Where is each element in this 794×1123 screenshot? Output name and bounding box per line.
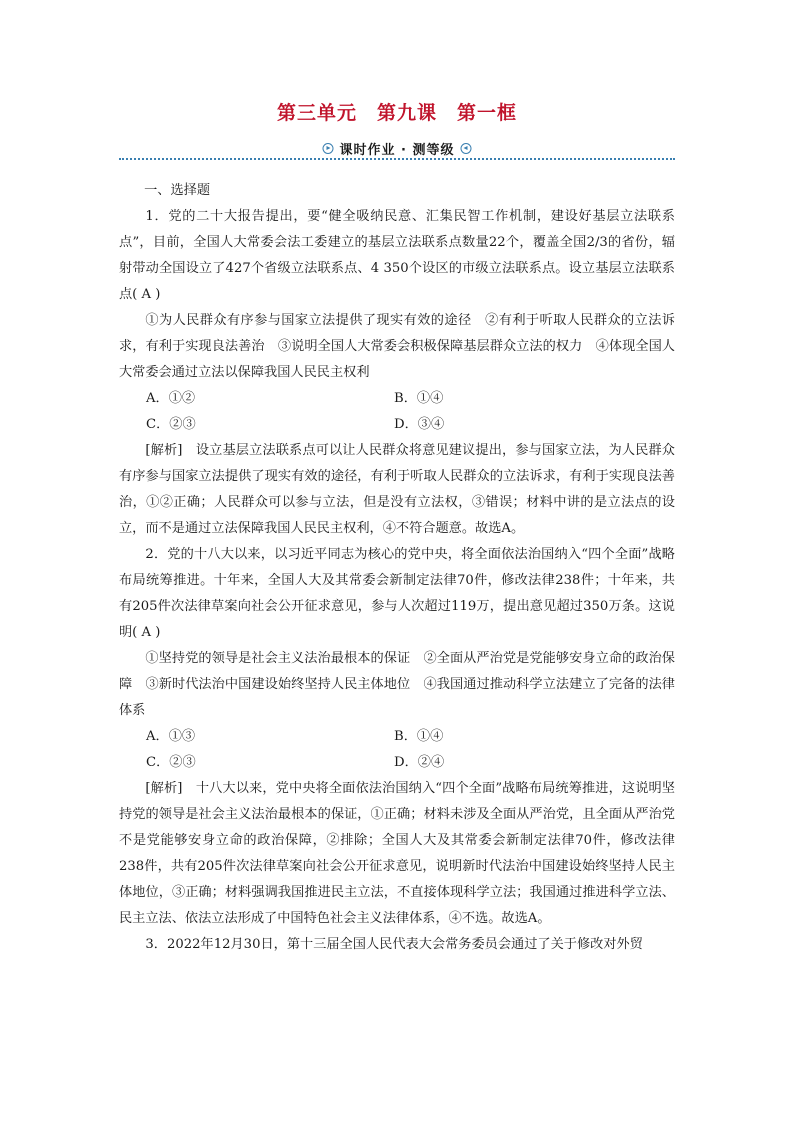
analysis-text: 设立基层立法联系点可以让人民群众将意见建议提出，参与国家立法，为人民群众有序参与国家立法提供了现实有效的途径，有利于听取人民群众的立法诉求，有利于实现良法善治，①②正确；人民群众可以参与立法，但是没有立法权，③错误；材料中讲的是立法点的设立，而不是通过立法保障我国人民民主权利，④不符合题意。故选A。: [119, 443, 675, 536]
section-heading: 一、选择题: [144, 183, 211, 198]
option-c: C．②③: [146, 755, 196, 770]
analysis-tag: [解析]: [145, 443, 183, 458]
option-a: A．①③: [146, 729, 196, 744]
analysis-text: 十八大以来，党中央将全面依法治国纳入“四个全面”战略布局统筹推进，这说明坚持党的领导是社会主义法治最根本的保证，①正确；材料未涉及全面从严治党，且全面从严治党不是党能够安身立命的政治保障，②排除；全国人大及其常委会新制定法律70件，修改法律238件，共有205件次法律草案向社会公开征求意见，说明新时代法治中国建设始终坚持人民主体地位，③正确；材料强调我国推进民主立法，不直接体现科学立法；我国通过推进科学立法、民主立法、依法立法形成了中国特色社会主义法律体系，④不选。故选A。: [119, 781, 675, 926]
option-c: C．②③: [146, 417, 196, 432]
question-1-analysis: [119, 438, 675, 542]
question-1-options: [119, 386, 675, 438]
play-right-icon: [323, 143, 334, 154]
analysis-tag: [解析]: [145, 781, 183, 796]
banner-label: 课时作业 · 测等级: [339, 143, 455, 158]
play-left-icon: [461, 143, 472, 154]
question-1-statements: ①为人民群众有序参与国家立法提供了现实有效的途径 ②有利于听取人民群众的立法诉求，有利于实现良法善治 ③说明全国人大常委会积极保障基层群众立法的权力 ④体现全国人大常委会通过立法以保障我国人民民主权利: [119, 313, 675, 380]
dotted-divider: [119, 158, 675, 160]
option-a: A．①②: [146, 391, 196, 406]
option-b: B．①④: [394, 729, 444, 744]
question-1-stem: 1．党的二十大报告提出，要“健全吸纳民意、汇集民智工作机制，建设好基层立法联系点”，目前，全国人大常委会法工委建立的基层立法联系点数量22个，覆盖全国2/3的省份，辐射带动全国设立了427个省级立法联系点、4 350个设区的市级立法联系点。设立基层立法联系点( A ): [119, 209, 675, 302]
page-title: 第三单元 第九课 第一框: [276, 102, 517, 124]
banner-label-group: [319, 139, 476, 158]
option-b: B．①④: [394, 391, 444, 406]
section-banner: [119, 139, 675, 161]
question-2-statements: ①坚持党的领导是社会主义法治最根本的保证 ②全面从严治党是党能够安身立命的政治保障 ③新时代法治中国建设始终坚持人民主体地位 ④我国通过推动科学立法建立了完备的法律体系: [119, 651, 675, 718]
question-2-stem: 2．党的十八大以来，以习近平同志为核心的党中央，将全面依法治国纳入“四个全面”战略布局统筹推进。十年来，全国人大及其常委会新制定法律70件，修改法律238件；十年来，共有205件次法律草案向社会公开征求意见，参与人次超过119万，提出意见超过350万条。这说明( A ): [119, 547, 675, 640]
option-d: D．②④: [394, 755, 445, 770]
question-2-options: [119, 724, 675, 776]
document-body: [119, 178, 675, 958]
option-d: D．③④: [394, 417, 445, 432]
question-2-analysis: [119, 776, 675, 932]
question-3-stem: 3．2022年12月30日，第十三届全国人民代表大会常务委员会通过了关于修改对外贸: [145, 937, 643, 952]
